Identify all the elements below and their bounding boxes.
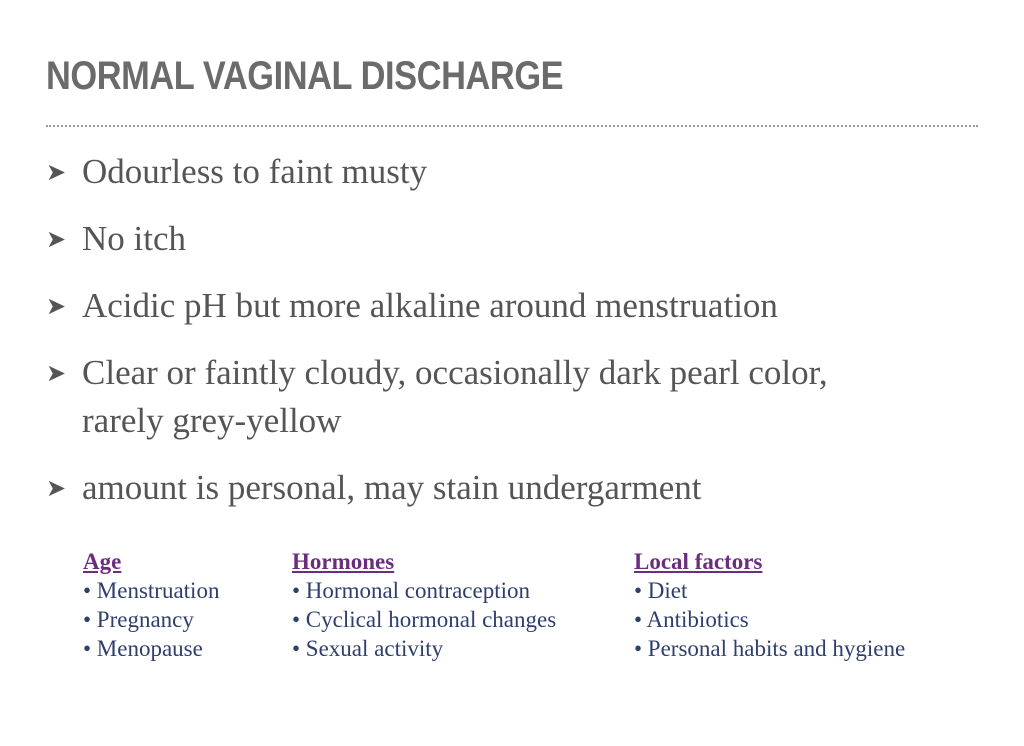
column-item: • Pregnancy: [83, 607, 194, 632]
bullet-text: Acidic pH but more alkaline around menstruation: [82, 286, 778, 325]
column-age: [83, 548, 219, 663]
bullet-item: [46, 464, 986, 512]
bullet-item: [46, 349, 882, 445]
arrow-bullet-icon: ➤: [46, 225, 67, 253]
column-item: • Sexual activity: [292, 636, 444, 661]
bullet-item: [46, 148, 986, 196]
bullet-list: [46, 148, 986, 531]
bullet-text: No itch: [82, 219, 187, 258]
bullet-text: Clear or faintly cloudy, occasionally dark pearl color, rarely grey-yellow: [82, 353, 828, 440]
arrow-bullet-icon: ➤: [46, 474, 67, 502]
column-item: • Hormonal contraception: [292, 578, 530, 603]
bullet-item: [46, 282, 986, 330]
column-item: • Menstruation: [83, 578, 220, 603]
column-item: • Diet: [634, 578, 688, 603]
column-item: • Menopause: [83, 636, 203, 661]
column-item: • Cyclical hormonal changes: [292, 607, 557, 632]
bullet-text: Odourless to faint musty: [82, 152, 428, 191]
bullet-item: [46, 215, 986, 263]
slide-title: NORMAL VAGINAL DISCHARGE: [46, 54, 564, 98]
column-item: • Antibiotics: [634, 607, 749, 632]
column-heading: Age: [83, 549, 122, 574]
arrow-bullet-icon: ➤: [46, 158, 67, 186]
arrow-bullet-icon: ➤: [46, 359, 67, 387]
column-item: • Personal habits and hygiene: [634, 636, 906, 661]
arrow-bullet-icon: ➤: [46, 292, 67, 320]
column-local-factors: [634, 548, 905, 663]
title-divider: [46, 125, 978, 127]
column-heading: Hormones: [292, 549, 395, 574]
column-hormones: [292, 548, 556, 663]
bullet-text: amount is personal, may stain undergarment: [82, 468, 702, 507]
column-heading: Local factors: [634, 549, 763, 574]
